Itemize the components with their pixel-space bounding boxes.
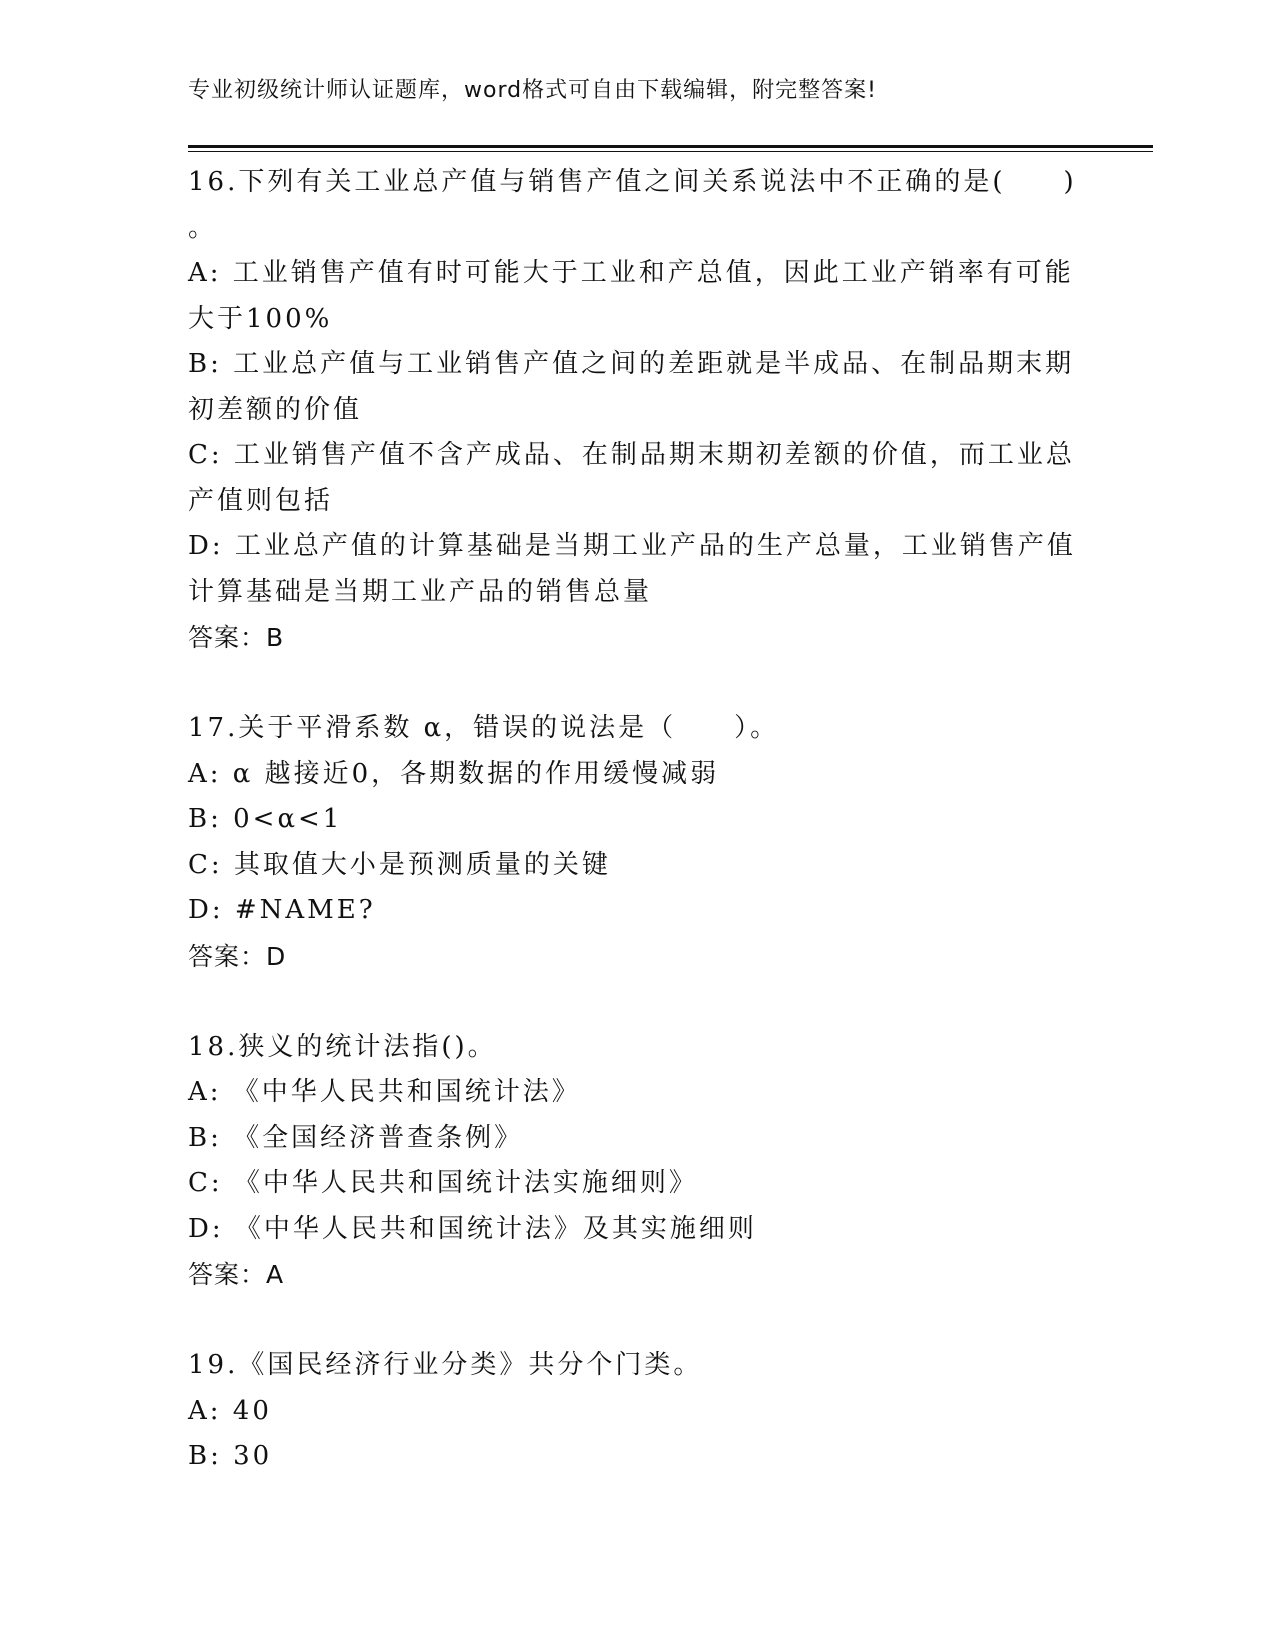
question-spacer: [188, 979, 1078, 1025]
question-18-option-c: C: 《中华人民共和国统计法实施细则》: [188, 1168, 698, 1198]
question-19: [188, 1343, 1078, 1480]
question-17-option-a: A: α 越接近0，各期数据的作用缓慢减弱: [188, 758, 720, 789]
header-rule-thin: [188, 151, 1153, 152]
question-16-option-b-line-2: 初差额的价值: [188, 394, 363, 425]
question-16: [188, 160, 1078, 661]
question-16-option-d-line-1: D: 工业总产值的计算基础是当期工业产品的生产总量，工业销售产值: [188, 531, 1076, 561]
question-18-option-b: B: 《全国经济普查条例》: [188, 1122, 524, 1153]
question-17-option-d: D: #NAME?: [188, 895, 376, 925]
question-spacer: [188, 1298, 1078, 1344]
question-17-option-c: C: 其取值大小是预测质量的关键: [188, 849, 611, 880]
question-16-answer: 答案：B: [188, 623, 285, 652]
question-16-option-b-line-1: B: 工业总产值与工业销售产值之间的差距就是半成品、在制品期末期: [188, 349, 1075, 379]
question-17: [188, 706, 1078, 979]
question-18-stem: 18.狭义的统计法指()。: [188, 1031, 497, 1062]
question-16-option-a-line-1: A: 工业销售产值有时可能大于工业和产总值，因此工业产销率有可能: [188, 258, 1074, 288]
question-19-option-b: B: 30: [188, 1441, 273, 1471]
question-18: [188, 1025, 1078, 1298]
question-18-option-d: D: 《中华人民共和国统计法》及其实施细则: [188, 1213, 757, 1244]
page-header: 专业初级统计师认证题库，word格式可自由下载编辑，附完整答案!: [188, 78, 877, 103]
question-17-answer: 答案：D: [188, 941, 287, 971]
question-16-stem-line-1: 16.下列有关工业总产值与销售产值之间关系说法中不正确的是( ): [188, 167, 1077, 197]
question-16-option-c-line-2: 产值则包括: [188, 485, 334, 516]
question-list: [188, 160, 1078, 1480]
question-19-stem: 19.《国民经济行业分类》共分个门类。: [188, 1350, 703, 1380]
question-19-option-a: A: 40: [188, 1395, 272, 1426]
question-16-option-a-line-2: 大于100%: [188, 303, 333, 334]
question-spacer: [188, 661, 1078, 707]
question-18-option-a: A: 《中华人民共和国统计法》: [188, 1077, 581, 1107]
question-17-option-b: B: 0<α<1: [188, 804, 343, 834]
question-16-stem-line-2: 。: [188, 212, 218, 243]
question-16-option-c-line-1: C: 工业销售产值不含产成品、在制品期末期初差额的价值，而工业总: [188, 440, 1075, 470]
question-16-option-d-line-2: 计算基础是当期工业产品的销售总量: [188, 576, 653, 607]
header-rule-thick: [188, 145, 1153, 148]
question-17-stem: 17.关于平滑系数 α，错误的说法是（ ）。: [188, 713, 780, 743]
question-18-answer: 答案：A: [188, 1260, 285, 1289]
